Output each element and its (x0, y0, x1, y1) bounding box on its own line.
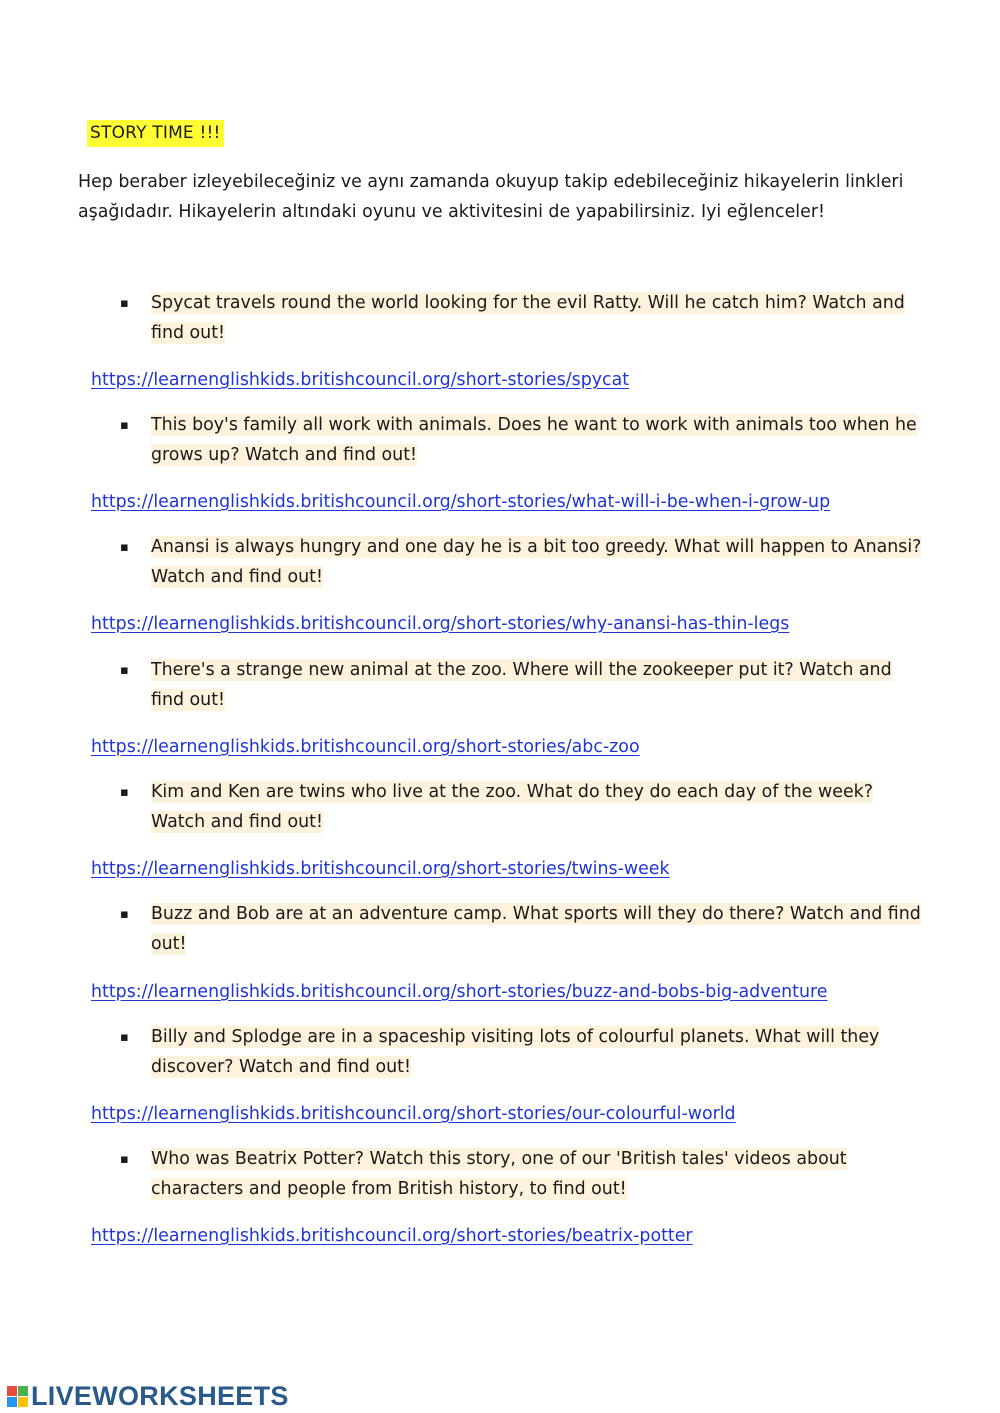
story-description: Billy and Splodge are in a spaceship visiting lots of colourful planets. What will they discover? Watch and find out! (151, 1027, 880, 1077)
story-link[interactable]: https://learnenglishkids.britishcouncil.org/short-stories/spycat (91, 370, 630, 390)
story-description: This boy's family all work with animals. Does he want to work with animals too when he grows up? Watch and find out! (151, 415, 917, 465)
logo-block (18, 1386, 28, 1396)
list-item (115, 289, 925, 348)
story-description: Spycat travels round the world looking for the evil Ratty. Will he catch him? Watch and find out! (151, 293, 905, 343)
bullet-icon: ▪ (120, 1030, 129, 1045)
story-link[interactable]: https://learnenglishkids.britishcouncil.org/short-stories/twins-week (91, 859, 670, 879)
story-description: There's a strange new animal at the zoo. Where will the zookeeper put it? Watch and find out! (151, 660, 892, 710)
list-item (115, 778, 925, 837)
story-description: Anansi is always hungry and one day he is a bit too greedy. What will happen to Anansi? Watch and find out! (151, 537, 922, 587)
intro-paragraph: Hep beraber izleyebileceğiniz ve aynı zamanda okuyup takip edebileceğiniz hikayelerin linkleri aşağıdadır. Hikayelerin altındaki oyunu ve aktivitesini de yapabilirsiniz. Iyi eğlenceler! (78, 172, 904, 222)
bullet-icon: ▪ (120, 907, 129, 922)
liveworksheets-logo[interactable] (7, 1379, 289, 1413)
list-item (115, 533, 925, 592)
story-link[interactable]: https://learnenglishkids.britishcouncil.org/short-stories/why-anansi-has-thin-legs (91, 614, 790, 634)
bullet-icon: ▪ (120, 540, 129, 555)
story-link[interactable]: https://learnenglishkids.britishcouncil.org/short-stories/our-colourful-world (91, 1104, 736, 1124)
bullet-icon: ▪ (120, 785, 129, 800)
list-item (115, 1145, 925, 1204)
bullet-icon: ▪ (120, 296, 129, 311)
logo-block (7, 1386, 17, 1396)
logo-block (18, 1397, 28, 1407)
list-item (115, 656, 925, 715)
list-item (115, 900, 925, 959)
liveworksheets-blocks-icon (7, 1386, 28, 1407)
story-description: Who was Beatrix Potter? Watch this story, one of our 'British tales' videos about characters and people from British history, to find out! (151, 1149, 847, 1199)
bullet-icon: ▪ (120, 1152, 129, 1167)
story-description: Kim and Ken are twins who live at the zoo. What do they do each day of the week? Watch and find out! (151, 782, 873, 832)
story-link[interactable]: https://learnenglishkids.britishcouncil.org/short-stories/what-will-i-be-when-i-grow-up (91, 492, 831, 512)
story-link[interactable]: https://learnenglishkids.britishcouncil.org/short-stories/beatrix-potter (91, 1226, 693, 1246)
page-title: STORY TIME !!! (87, 120, 224, 147)
story-link[interactable]: https://learnenglishkids.britishcouncil.org/short-stories/abc-zoo (91, 737, 640, 757)
bullet-icon: ▪ (120, 418, 129, 433)
list-item (115, 1023, 925, 1082)
bullet-icon: ▪ (120, 663, 129, 678)
story-link[interactable]: https://learnenglishkids.britishcouncil.org/short-stories/buzz-and-bobs-big-adventure (91, 982, 828, 1002)
logo-block (7, 1397, 17, 1407)
list-item (115, 411, 925, 470)
story-description: Buzz and Bob are at an adventure camp. What sports will they do there? Watch and find out! (151, 904, 921, 954)
logo-text: LIVEWORKSHEETS (31, 1380, 289, 1411)
